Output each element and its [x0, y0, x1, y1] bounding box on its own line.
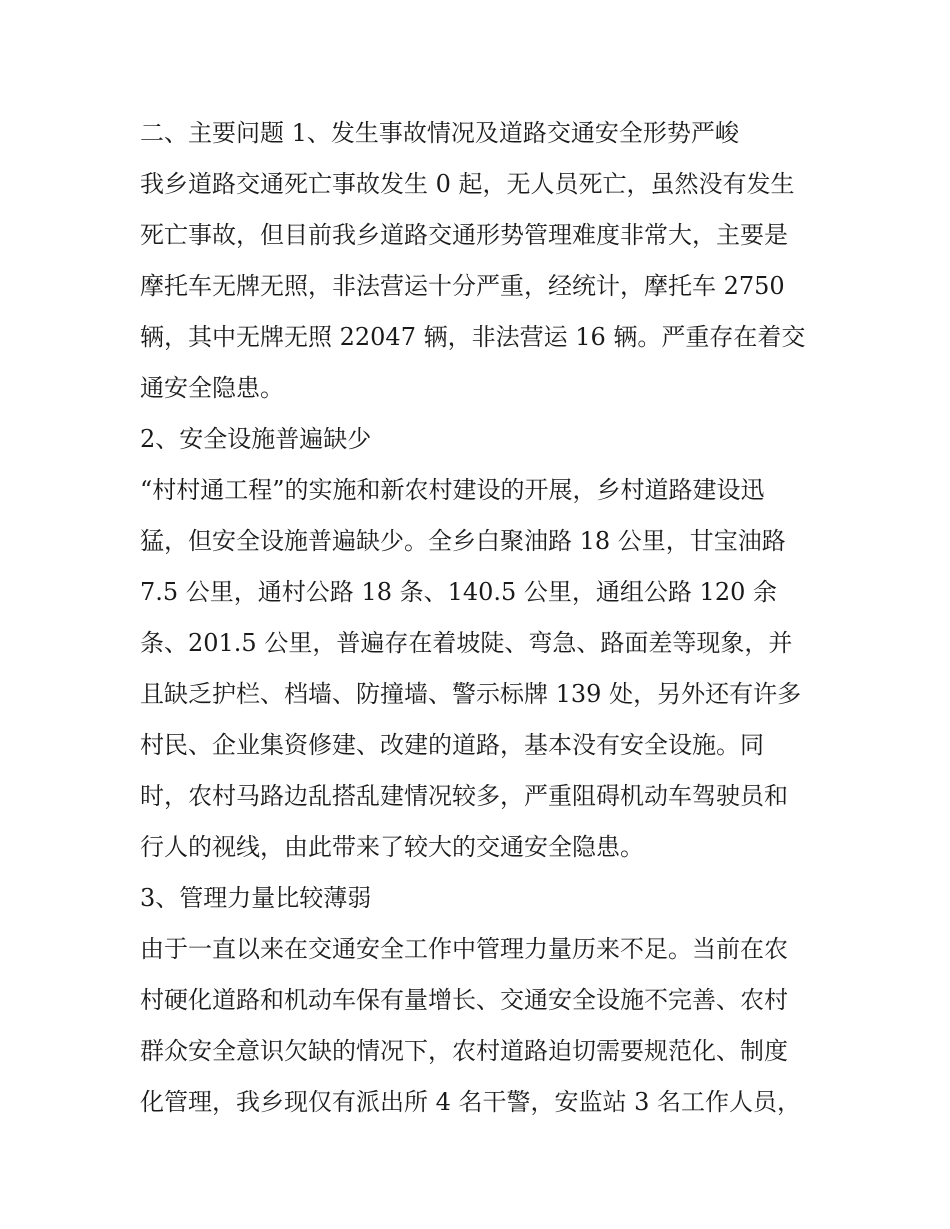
text-line-19: 群众安全意识欠缺的情况下，农村道路迫切需要规范化、制度: [140, 1037, 788, 1065]
text-line-9: 猛，但安全设施普遍缺少。全乡白聚油路 18 公里，甘宝油路: [140, 527, 786, 555]
text-line-3: 死亡事故，但目前我乡道路交通形势管理难度非常大，主要是: [140, 221, 788, 249]
text-line-6: 通安全隐患。: [140, 374, 284, 402]
text-line-17: 由于一直以来在交通安全工作中管理力量历来不足。当前在农: [140, 935, 788, 963]
document-body: [140, 108, 830, 1128]
text-line-14: 时，农村马路边乱搭乱建情况较多，严重阻碍机动车驾驶员和: [140, 782, 788, 810]
text-line-1: 二、主要问题 1、发生事故情况及道路交通安全形势严峻: [140, 119, 739, 147]
text-line-15: 行人的视线，由此带来了较大的交通安全隐患。: [140, 833, 644, 861]
text-line-8: “村村通工程”的实施和新农村建设的开展，乡村道路建设迅: [140, 476, 765, 504]
text-line-4: 摩托车无牌无照，非法营运十分严重，经统计，摩托车 2750: [140, 272, 785, 300]
text-line-12: 且缺乏护栏、档墙、防撞墙、警示标牌 139 处，另外还有许多: [140, 680, 802, 708]
text-line-10: 7.5 公里，通村公路 18 条、140.5 公里，通组公路 120 余: [140, 578, 777, 606]
text-line-2: 我乡道路交通死亡事故发生 0 起，无人员死亡，虽然没有发生: [140, 170, 795, 198]
text-line-18: 村硬化道路和机动车保有量增长、交通安全设施不完善、农村: [140, 986, 788, 1014]
section-heading-3: 3、管理力量比较薄弱: [140, 884, 372, 912]
text-line-13: 村民、企业集资修建、改建的道路，基本没有安全设施。同: [140, 731, 764, 759]
text-line-11: 条、201.5 公里，普遍存在着坡陡、弯急、路面差等现象，并: [140, 629, 793, 657]
text-line-20: 化管理，我乡现仅有派出所 4 名干警，安监站 3 名工作人员，: [140, 1088, 802, 1116]
section-heading-2: 2、安全设施普遍缺少: [140, 425, 372, 453]
text-line-5: 辆，其中无牌无照 22047 辆，非法营运 16 辆。严重存在着交: [140, 323, 806, 351]
